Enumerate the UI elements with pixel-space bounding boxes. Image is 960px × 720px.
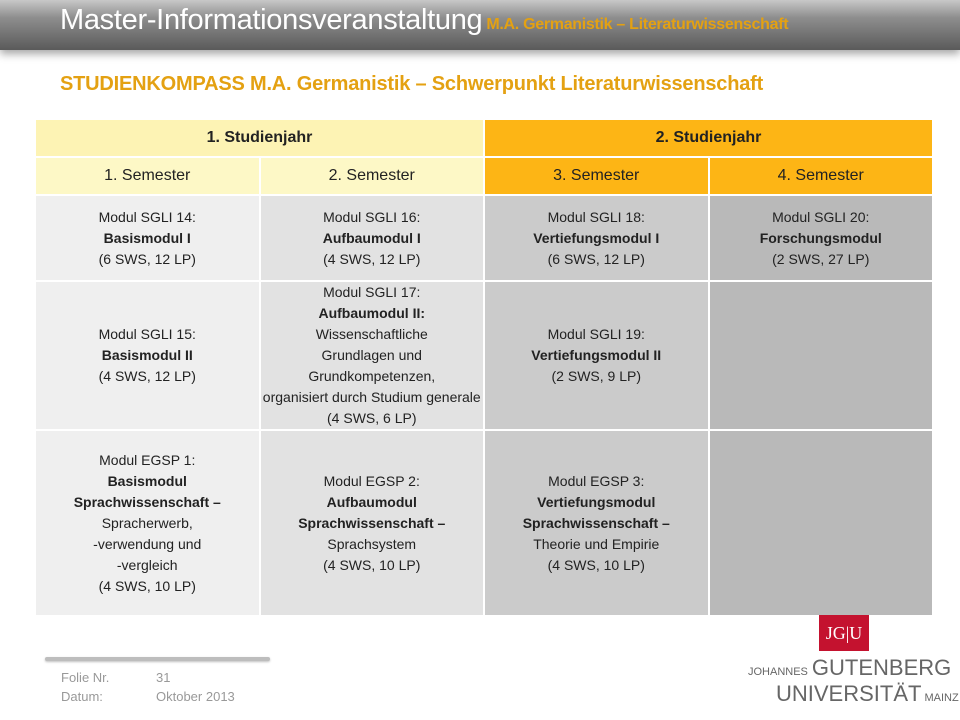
module-description: -verwendung und xyxy=(93,535,202,552)
module-credits: (4 SWS, 6 LP) xyxy=(327,410,417,426)
module-cell-egsp3 xyxy=(484,430,709,616)
logo-mainz: MAINZ xyxy=(924,692,959,704)
module-title: Aufbaumodul II: xyxy=(318,305,426,321)
module-cell-sgli15 xyxy=(35,281,260,430)
logo-line-1 xyxy=(748,657,959,683)
year-header-2: 2. Studienjahr xyxy=(484,119,933,157)
module-title: Sprachwissenschaft – xyxy=(298,514,446,531)
module-cell-sgli18 xyxy=(484,195,709,281)
module-number: Modul SGLI 19: xyxy=(547,326,645,342)
module-title: Basismodul xyxy=(107,472,187,489)
table-row xyxy=(35,281,933,430)
module-number: Modul SGLI 14: xyxy=(98,208,196,225)
year-header-1: 1. Studienjahr xyxy=(35,119,484,157)
title-bar xyxy=(0,0,960,50)
logo-universitaet: UNIVERSITÄT xyxy=(776,681,922,706)
page-heading: STUDIENKOMPASS M.A. Germanistik – Schwerpunkt Literaturwissenschaft xyxy=(60,73,764,95)
module-number: Modul EGSP 2: xyxy=(323,472,420,489)
module-number: Modul SGLI 18: xyxy=(547,208,645,225)
module-number: Modul SGLI 20: xyxy=(772,208,870,225)
slide-title-main: Master-Informationsveranstaltung xyxy=(60,4,483,36)
module-title: Vertiefungsmodul xyxy=(537,493,656,510)
semester-header-4: 4. Semester xyxy=(709,157,934,195)
module-description: -vergleich xyxy=(116,556,178,573)
module-cell-sgli16 xyxy=(260,195,485,281)
module-title: Basismodul I xyxy=(103,229,191,246)
module-title: Aufbaumodul I xyxy=(322,229,421,246)
module-title: Vertiefungsmodul II xyxy=(531,347,662,363)
jgu-logo-mark: JG|U xyxy=(819,615,869,651)
module-title: Aufbaumodul xyxy=(326,493,417,510)
module-cell-sgli17 xyxy=(260,281,485,430)
footer-slide-label: Folie Nr. xyxy=(61,670,110,685)
module-description: Spracherwerb, xyxy=(101,514,193,531)
footer-divider xyxy=(45,657,270,661)
module-credits: (4 SWS, 10 LP) xyxy=(98,577,196,594)
semester-header-1: 1. Semester xyxy=(35,157,260,195)
module-title: Forschungsmodul xyxy=(759,229,882,246)
footer-date-value: Oktober 2013 xyxy=(156,689,235,704)
footer-slide-value: 31 xyxy=(156,670,171,685)
logo-johannes: JOHANNES xyxy=(748,666,808,678)
slide-title-sub: M.A. Germanistik – Literaturwissenschaft xyxy=(486,16,789,33)
university-logo-text xyxy=(748,657,959,709)
module-number: Modul EGSP 1: xyxy=(99,451,196,468)
logo-line-2 xyxy=(776,683,959,709)
module-description: Sprachsystem xyxy=(327,535,417,552)
slide-title xyxy=(60,4,788,37)
module-credits: (4 SWS, 12 LP) xyxy=(98,368,196,384)
module-credits: (4 SWS, 10 LP) xyxy=(547,556,645,573)
empty-cell xyxy=(709,281,934,430)
module-number: Modul SGLI 16: xyxy=(323,208,421,225)
module-credits: (2 SWS, 27 LP) xyxy=(772,250,870,267)
module-cell-sgli19 xyxy=(484,281,709,430)
year-row xyxy=(35,119,933,157)
module-number: Modul SGLI 17: xyxy=(323,284,421,300)
module-cell-sgli14 xyxy=(35,195,260,281)
semester-row xyxy=(35,157,933,195)
module-title-line xyxy=(263,303,482,345)
empty-cell xyxy=(709,430,934,616)
module-credits: (6 SWS, 12 LP) xyxy=(98,250,196,267)
module-title: Sprachwissenschaft – xyxy=(73,493,221,510)
module-title: Vertiefungsmodul I xyxy=(533,229,660,246)
module-cell-sgli20 xyxy=(709,195,934,281)
semester-header-3: 3. Semester xyxy=(484,157,709,195)
module-number: Modul EGSP 3: xyxy=(548,472,645,489)
module-cell-egsp2 xyxy=(260,430,485,616)
module-credits: (2 SWS, 9 LP) xyxy=(551,368,641,384)
footer xyxy=(61,668,235,706)
semester-header-2: 2. Semester xyxy=(260,157,485,195)
module-title: Sprachwissenschaft – xyxy=(522,514,670,531)
module-credits: (6 SWS, 12 LP) xyxy=(547,250,645,267)
module-number: Modul SGLI 15: xyxy=(98,326,196,342)
table-row xyxy=(35,430,933,616)
module-cell-egsp1 xyxy=(35,430,260,616)
module-credits: (4 SWS, 10 LP) xyxy=(323,556,421,573)
footer-date xyxy=(61,687,235,706)
footer-date-label: Datum: xyxy=(61,689,103,704)
footer-slide-number xyxy=(61,668,235,687)
module-description: Grundlagen und Grundkompetenzen, xyxy=(308,347,436,384)
module-description: organisiert durch Studium generale xyxy=(262,389,481,405)
table-row xyxy=(35,195,933,281)
studienkompass-table xyxy=(34,118,934,617)
module-credits: (4 SWS, 12 LP) xyxy=(323,250,421,267)
module-description: Wissenschaftliche xyxy=(315,326,428,342)
logo-gutenberg: GUTENBERG xyxy=(811,655,952,680)
module-description: Theorie und Empirie xyxy=(533,535,660,552)
module-title: Basismodul II xyxy=(101,347,193,363)
